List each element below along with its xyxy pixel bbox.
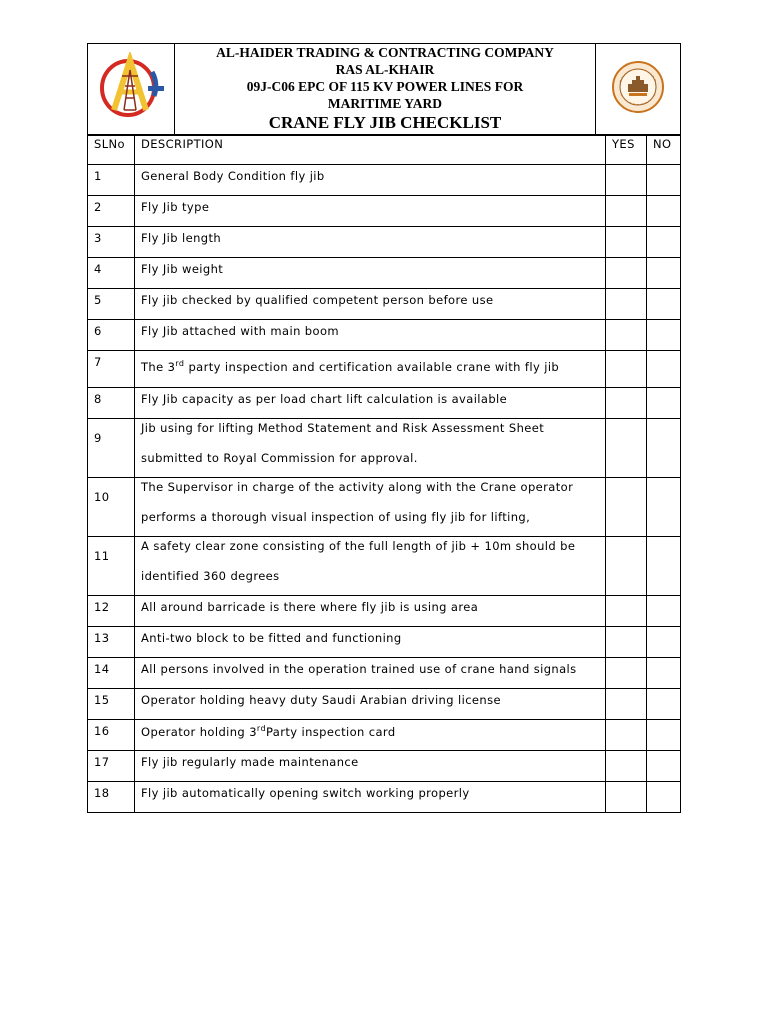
description-main: Fly Jib capacity as per load chart lift calculation is available: [141, 392, 508, 406]
yes-checkbox-cell[interactable]: [606, 165, 647, 196]
description-rest: party inspection and certification available crane with fly jib: [184, 359, 560, 374]
yes-checkbox-cell[interactable]: [606, 537, 647, 596]
yes-checkbox-cell[interactable]: [606, 419, 647, 478]
no-checkbox-cell[interactable]: [647, 596, 681, 627]
yes-checkbox-cell[interactable]: [606, 627, 647, 658]
description-main: Anti-two block to be fitted and functioning: [141, 631, 402, 645]
row-number: [88, 596, 135, 627]
description-main: Operator holding 3: [141, 724, 257, 739]
project-line-1: 09J-C06 EPC OF 115 KV POWER LINES FOR: [246, 79, 524, 94]
yes-checkbox-cell[interactable]: [606, 720, 647, 751]
checklist-document: [87, 43, 681, 813]
table-row: [88, 351, 681, 388]
description-text: [141, 231, 599, 245]
yes-checkbox-cell[interactable]: [606, 320, 647, 351]
row-description: [135, 537, 606, 596]
description-main: All persons involved in the operation trained use of crane hand signals: [141, 662, 577, 676]
row-number: [88, 289, 135, 320]
company-logo-cell: [88, 44, 175, 135]
checklist-rows: [88, 165, 681, 813]
no-checkbox-cell[interactable]: [647, 751, 681, 782]
description-text: [141, 324, 599, 338]
yes-checkbox-cell[interactable]: [606, 227, 647, 258]
row-number-text: 2: [94, 200, 102, 214]
description-text: [141, 631, 599, 645]
no-checkbox-cell[interactable]: [647, 351, 681, 388]
table-header-row: [88, 136, 681, 165]
yes-checkbox-cell[interactable]: [606, 478, 647, 537]
yes-checkbox-cell[interactable]: [606, 388, 647, 419]
row-number: [88, 751, 135, 782]
row-number-text: 5: [94, 293, 102, 307]
row-description: [135, 751, 606, 782]
seal-logo-cell: [596, 44, 681, 135]
no-checkbox-cell[interactable]: [647, 782, 681, 813]
description-text: [141, 693, 599, 707]
table-row: [88, 537, 681, 596]
table-row: [88, 627, 681, 658]
row-number-text: 11: [94, 549, 110, 563]
no-checkbox-cell[interactable]: [647, 388, 681, 419]
row-number-text: 7: [94, 355, 102, 369]
yes-checkbox-cell[interactable]: [606, 658, 647, 689]
no-checkbox-cell[interactable]: [647, 627, 681, 658]
row-number-text: 13: [94, 631, 110, 645]
description-main: Fly Jib type: [141, 200, 210, 214]
row-number-text: 12: [94, 600, 110, 614]
row-description: [135, 351, 606, 388]
row-description: [135, 627, 606, 658]
row-number: [88, 782, 135, 813]
row-number: [88, 627, 135, 658]
description-main: Fly jib checked by qualified competent person before use: [141, 293, 494, 307]
description-main: Fly jib regularly made maintenance: [141, 755, 359, 769]
column-header-description: DESCRIPTION: [135, 136, 606, 165]
yes-checkbox-cell[interactable]: [606, 196, 647, 227]
page-title: CRANE FLY JIB CHECKLIST: [268, 113, 502, 132]
description-main: The Supervisor in charge of the activity along with the Crane operator performs a thorough visual inspection of using fly jib for lifting,: [141, 480, 574, 524]
row-number: [88, 689, 135, 720]
row-number: [88, 351, 135, 388]
description-text: [141, 786, 599, 800]
row-number-text: 8: [94, 392, 102, 406]
description-main: All around barricade is there where fly jib is using area: [141, 600, 479, 614]
row-description: [135, 289, 606, 320]
location: RAS AL-KHAIR: [335, 62, 435, 77]
row-number: [88, 658, 135, 689]
description-text: [141, 472, 599, 532]
row-number: [88, 388, 135, 419]
yes-checkbox-cell[interactable]: [606, 289, 647, 320]
company-name: AL-HAIDER TRADING & CONTRACTING COMPANY: [216, 45, 554, 60]
no-checkbox-cell[interactable]: [647, 478, 681, 537]
row-number: [88, 320, 135, 351]
row-description: [135, 658, 606, 689]
column-header-slno: SLNo: [88, 136, 135, 165]
table-row: [88, 751, 681, 782]
description-rest: Party inspection card: [265, 724, 396, 739]
row-description: [135, 227, 606, 258]
description-text: [141, 392, 599, 406]
royal-commission-seal-icon: [611, 60, 665, 114]
description-main: Fly jib automatically opening switch working properly: [141, 786, 470, 800]
description-main: General Body Condition fly jib: [141, 169, 325, 183]
no-checkbox-cell[interactable]: [647, 258, 681, 289]
description-text: [141, 200, 599, 214]
row-number: [88, 227, 135, 258]
no-checkbox-cell[interactable]: [647, 165, 681, 196]
yes-checkbox-cell[interactable]: [606, 751, 647, 782]
row-description: [135, 165, 606, 196]
column-header-yes: YES: [606, 136, 647, 165]
company-logo-icon: [94, 52, 168, 122]
description-text: [141, 169, 599, 183]
description-text: [141, 293, 599, 307]
no-checkbox-cell[interactable]: [647, 537, 681, 596]
row-number-text: 9: [94, 431, 102, 445]
row-number-text: 17: [94, 755, 110, 769]
no-checkbox-cell[interactable]: [647, 720, 681, 751]
table-row: [88, 658, 681, 689]
description-text: [141, 262, 599, 276]
table-row: [88, 320, 681, 351]
row-number: [88, 258, 135, 289]
table-row: [88, 289, 681, 320]
row-number: [88, 720, 135, 751]
yes-checkbox-cell[interactable]: [606, 689, 647, 720]
row-number-text: 6: [94, 324, 102, 338]
row-number: [88, 537, 135, 596]
table-row: [88, 419, 681, 478]
row-number-text: 14: [94, 662, 110, 676]
description-main: Fly Jib attached with main boom: [141, 324, 339, 338]
table-row: [88, 258, 681, 289]
description-main: Fly Jib weight: [141, 262, 224, 276]
header-titles: [175, 44, 596, 135]
yes-checkbox-cell[interactable]: [606, 258, 647, 289]
project-line-2: MARITIME YARD: [327, 96, 443, 111]
table-row: [88, 782, 681, 813]
table-row: [88, 596, 681, 627]
row-description: [135, 419, 606, 478]
description-main: The 3: [141, 359, 176, 374]
no-checkbox-cell[interactable]: [647, 419, 681, 478]
row-number: [88, 165, 135, 196]
description-main: Jib using for lifting Method Statement and Risk Assessment Sheet submitted to Royal Commission for approval.: [141, 421, 545, 465]
no-checkbox-cell[interactable]: [647, 289, 681, 320]
row-number-text: 10: [94, 490, 110, 504]
table-row: [88, 227, 681, 258]
row-description: [135, 782, 606, 813]
row-description: [135, 196, 606, 227]
ordinal-suffix: rd: [175, 359, 185, 368]
row-number: [88, 478, 135, 537]
no-checkbox-cell[interactable]: [647, 196, 681, 227]
row-description: [135, 258, 606, 289]
no-checkbox-cell[interactable]: [647, 320, 681, 351]
yes-checkbox-cell[interactable]: [606, 596, 647, 627]
row-number-text: 16: [94, 724, 110, 738]
description-text: [141, 662, 599, 676]
description-text: [141, 600, 599, 614]
row-description: [135, 320, 606, 351]
description-main: Operator holding heavy duty Saudi Arabian driving license: [141, 693, 501, 707]
table-row: [88, 720, 681, 751]
row-number-text: 18: [94, 786, 110, 800]
table-row: [88, 165, 681, 196]
description-text: [141, 531, 599, 591]
no-checkbox-cell[interactable]: [647, 658, 681, 689]
table-row: [88, 689, 681, 720]
description-main: Fly Jib length: [141, 231, 222, 245]
checklist-table: [87, 135, 681, 813]
column-header-no: NO: [647, 136, 681, 165]
row-description: [135, 596, 606, 627]
yes-checkbox-cell[interactable]: [606, 351, 647, 388]
table-row: [88, 196, 681, 227]
description-main: A safety clear zone consisting of the full length of jib + 10m should be identified 360 degrees: [141, 539, 576, 583]
row-number-text: 3: [94, 231, 102, 245]
description-text: [141, 359, 599, 374]
document-header: [87, 43, 681, 135]
description-text: [141, 755, 599, 769]
description-text: [141, 413, 599, 473]
row-description: [135, 689, 606, 720]
row-number-text: 15: [94, 693, 110, 707]
row-number-text: 4: [94, 262, 102, 276]
no-checkbox-cell[interactable]: [647, 227, 681, 258]
table-row: [88, 478, 681, 537]
row-number-text: 1: [94, 169, 102, 183]
row-number: [88, 196, 135, 227]
yes-checkbox-cell[interactable]: [606, 782, 647, 813]
row-description: [135, 478, 606, 537]
description-text: [141, 724, 599, 739]
no-checkbox-cell[interactable]: [647, 689, 681, 720]
row-number: [88, 419, 135, 478]
ordinal-suffix: rd: [256, 724, 266, 733]
row-description: [135, 720, 606, 751]
